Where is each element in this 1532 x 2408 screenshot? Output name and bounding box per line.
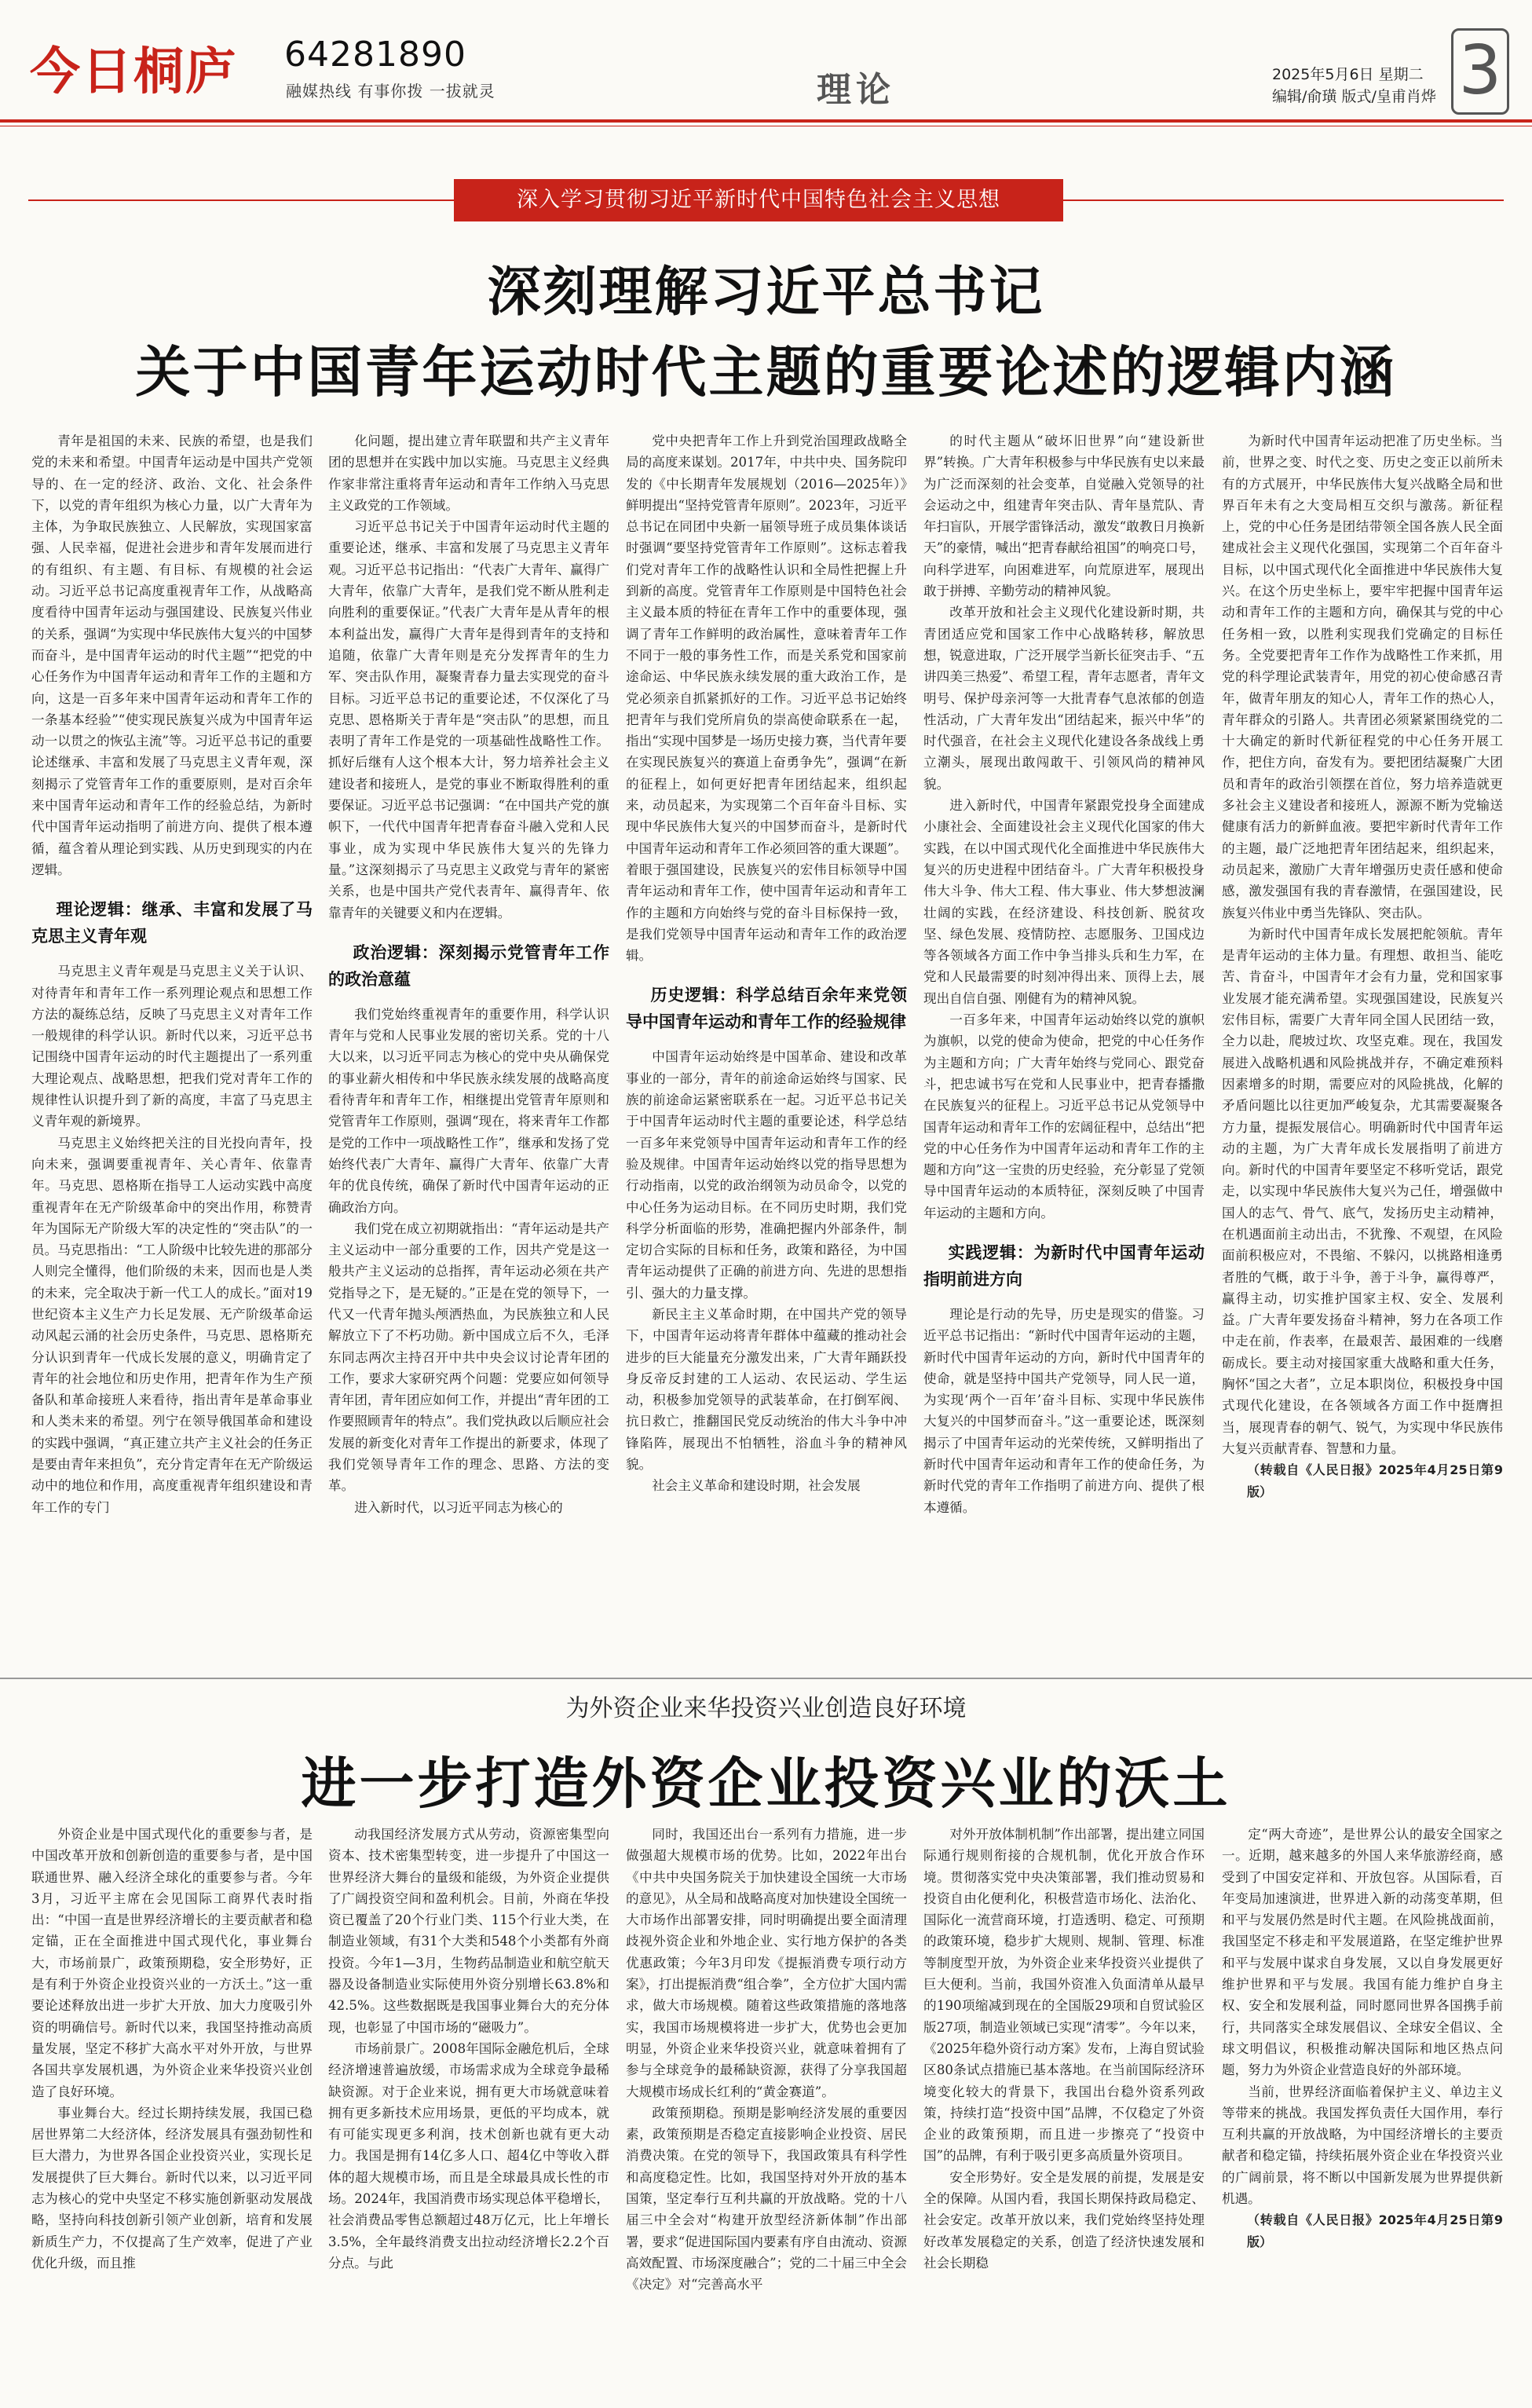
paragraph: 事业舞台大。经过长期持续发展，我国已稳居世界第二大经济体，经济发展具有强劲韧性和巨大潜力，为世界各国企业投资兴业，实现长足发展提供了巨大舞台。新时代以来，以习近平同志为核心的党中央坚定不移实施创新驱动发展战略，坚持向科技创新引领产业创新，培育和发展新质生产力，不仅提高了生产效率，促进了产业优化升级，而且推 (31, 2105, 313, 2271)
paragraph: 的时代主题从“破坏旧世界”向“建设新世界”转换。广大青年积极参与中华民族有史以来最为广泛而深刻的社会变革，自觉融入党领导的社会运动之中，组建青年突击队、青年垦荒队、青年扫盲队，开展学雷锋活动，激发“敢教日月换新天”的豪情，喊出“把青春献给祖国”的响亮口号，向科学进军，向困难进军，向荒原进军，展现出敢于拼搏、辛勤劳动的精神风貌。 (923, 434, 1205, 599)
paragraph: 市场前景广。2008年国际金融危机后，全球经济增速普遍放缓，市场需求成为全球竞争最稀缺资源。对于企业来说，拥有更大市场就意味着拥有更多新技术应用场景，更低的平均成本，就有可能实现更多利润，技术创新也就有更大动力。我国是拥有14亿多人口、超4亿中等收入群体的超大规模市场，而且是全球最具成长性的市场。2024年，我国消费市场实现总体平稳增长，社会消费品零售总额超过48万亿元，比上年增长3.5%，全年最终消费支出拉动经济增长2.2个百分点。与此 (328, 2040, 609, 2271)
paragraph: 定“两大奇迹”，是世界公认的最安全国家之一。近期，越来越多的外国人来华旅游经商，感受到了中国安定祥和、开放包容。从国际看，百年变局加速演进，世界进入新的动荡变革期，但和平与发展仍然是时代主题。在风险挑战面前，我国坚定不移走和平发展道路，在坚定维护世界和平与发展中谋求自身发展，又以自身发展更好维护世界和平与发展。我国有能力维护自身主权、安全和发展利益，同时愿同世界各国携手前行，共同落实全球发展倡议、全球安全倡议、全球文明倡议，积极推动解决国际和地区热点问题，努力为外资企业营造良好的外部环境。 (1222, 1827, 1503, 2078)
paragraph: 理论是行动的先导，历史是现实的借鉴。习近平总书记指出：“新时代中国青年运动的主题，新时代中国青年运动的方向，新时代中国青年的使命，就是坚持中国共产党领导，同人民一道，为实现‘两个一百年’奋斗目标、实现中华民族伟大复兴的中国梦而奋斗。”这一重要论述，既深刻揭示了中国青年运动的光荣传统，又鲜明指出了新时代中国青年运动和青年工作的使命任务，为新时代党的青年工作指明了前进方向、提供了根本遵循。 (923, 1306, 1205, 1515)
section-name: 理论 (817, 70, 895, 110)
paragraph: 马克思主义始终把关注的目光投向青年，投向未来，强调要重视青年、关心青年、依靠青年。马克思、恩格斯在指导工人运动实践中高度重视青年在无产阶级革命中的突出作用，称赞青年为国际无产阶级大军的决定性的“突击队”的一员。马克思指出：“工人阶级中比较先进的那部分人则完全懂得，他们阶级的未来，因而也是人类的未来，完全取决于新一代工人的成长。”面对19世纪资本主义生产力长足发展、无产阶级革命运动风起云涌的社会历史条件，马克思、恩格斯充分认识到青年一代成长发展的意义，明确肯定了青年的社会地位和历史作用，把青年作为生产预备队和革命接班人来看待，指出青年是革命事业和人类未来的希望。列宁在领导俄国革命和建设的实践中强调，“真正建立共产主义社会的任务正是要由青年来担负”，充分肯定青年在无产阶级运动中的地位和作用，高度重视青年组织建设和青年工作的专门 (31, 1135, 313, 1515)
paragraph: 政策预期稳。预期是影响经济发展的重要因素，政策预期是否稳定直接影响企业投资、居民消费决策。在党的领导下，我国政策具有科学性和高度稳定性。比如，我国坚持对外开放的基本国策，坚定奉行互利共赢的开放战略。党的十八届三中全会对“构建开放型经济新体制”作出部署，要求“促进国际国内要素有序自由流动、资源高效配置、市场深度融合”；党的二十届三中全会《决定》对“完善高水平 (626, 2105, 907, 2293)
article1-title-line1: 深刻理解习近平总书记 (487, 262, 1045, 324)
paragraph: 安全形势好。安全是发展的前提，发展是安全的保障。从国内看，我国长期保持政局稳定、社会安定。改革开放以来，我们党始终坚持处理好改革发展稳定的关系，创造了经济快速发展和社会长期稳 (923, 2169, 1205, 2271)
subheading: 实践逻辑：为新时代中国青年运动指明前进方向 (923, 1242, 1205, 1289)
paragraph: 党中央把青年工作上升到党治国理政战略全局的高度来谋划。2017年，中共中央、国务院印发的《中长期青年发展规划（2016—2025年）》鲜明提出“坚持党管青年原则”。2023年，习近平总书记在同团中央新一届领导班子成员集体谈话时强调“要坚持党管青年工作原则”。这标志着我们党对青年工作的战略性认识和全局性把握上升到新的高度。党管青年工作原则是中国特色社会主义最本质的特征在青年工作中的重要体现，强调了青年工作鲜明的政治属性，意味着青年工作不同于一般的事务性工作，而是关系党和国家前途命运、中华民族永续发展的重大政治工作，是党必须亲自抓紧抓好的工作。习近平总书记始终把青年与我们党所肩负的崇高使命联系在一起，指出“实现中国梦是一场历史接力赛，当代青年要在实现民族复兴的赛道上奋勇争先”，强调“在新的征程上，如何更好把青年团结起来，组织起来，动员起来，为实现第二个百年奋斗目标、实现中华民族伟大复兴的中国梦而奋斗，是新时代中国青年运动和青年工作必须回答的重大课题”。着眼于强国建设，民族复兴的宏伟目标领导中国青年运动和青年工作，使中国青年运动和青年工作的主题和方向始终与党的奋斗目标保持一致，是我们党领导中国青年运动和青年工作的政治逻辑。 (626, 434, 907, 964)
source-credit: （转载自《人民日报》2025年4月25日第9版） (1247, 2212, 1503, 2249)
paragraph: 进入新时代，以习近平同志为核心的 (354, 1499, 563, 1515)
hotline-number: 64281890 (284, 35, 466, 75)
paragraph: 我们党在成立初期就指出：“青年运动是共产主义运动中一部分重要的工作，因共产党是这一般共产主义运动的总指挥，青年运动必须在共产党指导之下，是无疑的。”正是在党的领导下，一代又一代青年抛头颅洒热血，为民族独立和人民解放立下了不朽功勋。新中国成立后不久，毛泽东同志两次主持召开中共中央会议讨论青年团的工作，要求大家研究两个问题：党要应如何领导青年团，青年团应如何工作，并提出“青年团的工作要照顾青年的特点”。我们党执政以后顺应社会发展的新变化对青年工作提出的新要求，体现了我们党领导青年工作的理念、思路、方法的变革。 (328, 1220, 609, 1494)
subheading: 理论逻辑：继承、丰富和发展了马克思主义青年观 (31, 900, 313, 946)
article2-column-1 (31, 1824, 313, 2389)
paragraph: 为新时代中国青年运动把准了历史坐标。当前，世界之变、时代之变、历史之变正以前所未有的方式展开，中华民族伟大复兴战略全局和世界百年未有之大变局相互交织与激荡。新征程上，党的中心任务是团结带领全国各族人民全面建成社会主义现代化强国，实现第二个百年奋斗目标，以中国式现代化全面推进中华民族伟大复兴。在这个历史坐标上，要牢牢把握中国青年运动和青年工作的主题和方向，确保其与党的中心任务相一致，以胜利实现我们党确定的目标任务。全党要把青年工作作为战略性工作来抓，用党的科学理论武装青年，用党的初心使命感召青年，做青年朋友的知心人，青年工作的热心人，青年群众的引路人。共青团必须紧紧围绕党的二十大确定的新时代新征程党的中心任务开展工作，把住方向，奋发有为。要把团结凝聚广大团员和青年的政治引领摆在首位，努力培养造就更多社会主义建设者和接班人，源源不断为党输送健康有活力的新鲜血液。要把牢新时代青年工作的主题，最广泛地把青年团结起来，组织起来，动员起来，激励广大青年增强历史责任感和使命感，激发强国有我的青春激情，在强国建设，民族复兴伟业中勇当先锋队、突击队。 (1222, 434, 1503, 920)
paragraph: 我们党始终重视青年的重要作用，科学认识青年与党和人民事业发展的密切关系。党的十八大以来，以习近平同志为核心的党中央从确保党的事业薪火相传和中华民族永续发展的战略高度看待青年和青年工作，相继提出党管青年原则和党管青年工作原则，强调“现在，将来青年工作都是党的工作中一项战略性工作”，继承和发扬了党始终代表广大青年、赢得广大青年、依靠广大青年的优良传统，确保了新时代中国青年运动的正确政治方向。 (328, 1006, 609, 1215)
paragraph: 新民主主义革命时期，在中国共产党的领导下，中国青年运动将青年群体中蕴藏的推动社会进步的巨大能量充分激发出来，广大青年踊跃投身反帝反封建的工人运动、农民运动、学生运动，积极参加党领导的武装革命，在打倒军阀、抗日救亡，推翻国民党反动统治的伟大斗争中冲锋陷阵，展现出不怕牺牲，浴血斗争的精神风貌。 (626, 1306, 907, 1473)
paragraph: 中国青年运动始终是中国革命、建设和改革事业的一部分，青年的前途命运始终与国家、民族的前途命运紧密联系在一起。习近平总书记关于中国青年运动时代主题的重要论述，科学总结一百多年来党领导中国青年运动和青年工作的经验及规律。中国青年运动始终以党的指导思想为行动指南，以党的政治纲领为动员命令，以党的中心任务为运动目标。在不同历史时期，我们党科学分析面临的形势，准确把握内外部条件，制定切合实际的目标和任务，政策和路径，为中国青年运动提供了正确的前进方向、先进的思想指引、强大的力量支撑。 (626, 1049, 907, 1301)
source-credit: （转载自《人民日报》2025年4月25日第9版） (1247, 1462, 1503, 1499)
editor-credits: 编辑/俞璜 版式/皇甫肖烨 (1272, 88, 1436, 105)
article2-column-2 (328, 1824, 609, 2389)
paragraph: 习近平总书记关于中国青年运动时代主题的重要论述，继承、丰富和发展了马克思主义青年观。习近平总书记指出：“代表广大青年、赢得广大青年，依靠广大青年，是我们党不断从胜利走向胜利的重要保证。”代表广大青年是从青年的根本利益出发，赢得广大青年是得到青年的支持和追随，依靠广大青年则是充分发挥青年的生力军、突击队作用，凝聚青春力量去实现党的奋斗目标。习近平总书记的重要论述，不仅深化了马克思、恩格斯关于青年是“突击队”的思想，而且表明了青年工作是党的一项基础性战略性工作。抓好后继有人这个根本大计，努力培养社会主义建设者和接班人，是党的事业不断取得胜利的重要保证。习近平总书记强调：“在中国共产党的旗帜下，一代代中国青年把青春奋斗融入党和人民事业，成为实现中华民族伟大复兴的先锋力量。”这深刻揭示了马克思主义政党与青年的紧密关系，也是中国共产党代表青年、赢得青年、依靠青年的关键要义和内在逻辑。 (328, 519, 609, 920)
article2-title: 进一步打造外资企业投资兴业的沃土 (301, 1751, 1231, 1816)
paragraph: 同时，我国还出台一系列有力措施，进一步做强超大规模市场的优势。比如，2022年出台《中共中央国务院关于加快建设全国统一大市场的意见》，从全局和战略高度对加快建设全国统一大市场作出部署安排，同时明确提出要全面清理歧视外资企业和外地企业、实行地方保护的各类优惠政策；今年3月印发《提振消费专项行动方案》，打出提振消费“组合拳”，全方位扩大国内需求，做大市场规模。随着这些政策措施的落地落实，我国市场规模将进一步扩大，优势也会更加明显，外资企业来华投资兴业，就意味着拥有了参与全球竞争的最稀缺资源，获得了分享我国超大规模市场成长红利的“黄金赛道”。 (626, 1827, 907, 2099)
subheading: 政治逻辑：深刻揭示党管青年工作的政治意蕴 (328, 942, 609, 989)
paragraph: 化问题，提出建立青年联盟和共产主义青年团的思想并在实践中加以实施。马克思主义经典作家非常注重将青年运动和青年工作纳入马克思主义政党的工作领域。 (328, 434, 609, 513)
article1-column-5 (1222, 430, 1503, 1656)
paragraph: 一百多年来，中国青年运动始终以党的旗帜为旗帜，以党的使命为使命，把党的中心任务作为主题和方向；广大青年始终与党同心、跟党奋斗，把忠诚书写在党和人民事业中，把青春播撒在民族复兴的征程上。习近平总书记从党领导中国青年运动和青年工作的宏阔征程中，总结出“把党的中心任务作为中国青年运动和青年工作的主题和方向”这一宝贵的历史经验，充分彰显了党领导中国青年运动的本质特征，深刻反映了中国青年运动的主题和方向。 (923, 1012, 1205, 1220)
paragraph: 青年是祖国的未来、民族的希望，也是我们党的未来和希望。中国青年运动是中国共产党领导的、在一定的经济、政治、文化、社会条件下，以党的青年组织为核心力量，以广大青年为主体，为争取民族独立、人民解放，实现国家富强、人民幸福，促进社会进步和青年发展而进行的有组织、有主题、有目标、有规模的社会运动。习近平总书记高度重视青年工作，从战略高度看待中国青年运动与强国建设、民族复兴伟业的关系，强调“为实现中华民族伟大复兴的中国梦而奋斗，是中国青年运动的时代主题”“把党的中心任务作为中国青年运动和青年工作的主题和方向，这是一百多年来中国青年运动和青年工作的一条基本经验”“使实现民族复兴成为中国青年运动一以贯之的恢弘主流”等。习近平总书记的重要论述继承、丰富和发展了马克思主义青年观，深刻揭示了党管青年工作的重要原则，是对百余年来中国青年运动和青年工作的经验总结，为新时代中国青年运动指明了前进方向、提供了根本遵循，蕴含着从理论到实践、从历史到现实的内在逻辑。 (31, 434, 313, 877)
banner-line-right (1063, 199, 1504, 201)
banner-line-left (28, 199, 454, 201)
article2-subtitle: 为外资企业来华投资兴业创造良好环境 (565, 1695, 967, 1722)
article2-column-5 (1222, 1824, 1503, 2389)
paragraph: 为新时代中国青年成长发展把舵领航。青年是青年运动的主体力量。有理想、敢担当、能吃苦、肯奋斗，中国青年才会有力量，党和国家事业发展才能充满希望。实现强国建设，民族复兴宏伟目标，需要广大青年同全国人民团结一致，全力以赴，爬坡过坎、攻坚克难。现在，我国发展进入战略机遇和风险挑战并存，不确定难预料因素增多的时期，需要应对的风险挑战，化解的矛盾问题比以往更加严峻复杂，尤其需要凝聚各方力量，提振发展信心。明确新时代中国青年运动的主题，为广大青年成长发展指明了前进方向。新时代的中国青年要坚定不移听党话，跟党走，以实现中华民族伟大复兴为己任，增强做中国人的志气、骨气、底气，发扬历史主动精神，在机遇面前主动出击，不犹豫、不观望，在风险面前积极应对，不畏缩、不躲闪，以挑路相逢勇者胜的气概，敢于斗争，善于斗争，赢得尊严，赢得主动，切实推护国家主权、安全、发展利益。广大青年要发扬奋斗精神，努力在各项工作中走在前，作表率，在最艰苦、最困难的一线磨砺成长。要主动对接国家重大战略和重大任务，胸怀“国之大者”，立足本职岗位，积极投身中国式现代化建设，在各领域各方面工作中挺膺担当，展现青春的朝气、锐气，为实现中华民族伟大复兴贡献青春、智慧和力量。 (1222, 926, 1503, 1456)
article1-column-4 (923, 430, 1205, 1656)
article1-column-1 (31, 430, 313, 1656)
article2-column-3 (626, 1824, 907, 2389)
paragraph: 动我国经济发展方式从劳动，资源密集型向资本、技术密集型转变，进一步提升了中国这一世界经济大舞台的量级和能级，为外资企业提供了广阔投资空间和盈利机会。目前，外商在华投资已覆盖了20个行业门类、115个行业大类，在制造业领域，有31个大类和548个小类都有外商投资。今年1—3月，生物药品制造业和航空航天器及设备制造业实际使用外资分别增长63.8%和42.5%。这些数据既是我国事业舞台大的充分体现，也彰显了中国市场的“磁吸力”。 (328, 1827, 609, 2035)
paragraph: 对外开放体制机制”作出部署，提出建立同国际通行规则衔接的合规机制，优化开放合作环境。贯彻落实党中央决策部署，我们推动贸易和投资自由化便利化，积极营造市场化、法治化、国际化一流营商环境，打造透明、稳定、可预期的政策环境，稳步扩大规则、规制、管理、标准等制度型开放，为外资企业来华投资兴业提供了巨大便利。当前，我国外资准入负面清单从最早的190项缩减到现在的全国版29项和自贸试验区版27项，制造业领域已实现“清零”。今年以来，《2025年稳外资行动方案》发布，上海自贸试验区80条试点措施已基本落地。在当前国际经济环境变化较大的背景下，我国出台稳外资系列政策，持续打造“投资中国”品牌，不仅稳定了外资企业的政策预期，而且进一步擦亮了“投资中国”的品牌，有利于吸引更多高质量外资项目。 (923, 1827, 1205, 2164)
paragraph: 社会主义革命和建设时期，社会发展 (652, 1478, 861, 1494)
newspaper-logo: 今日桐庐 (30, 42, 237, 101)
paragraph: 马克思主义青年观是马克思主义关于认识、对待青年和青年工作一系列理论观点和思想工作方法的凝练总结，反映了马克思主义对青年工作一般规律的科学认识。新时代以来，习近平总书记围绕中国青年运动的时代主题提出了一系列重大理论观点、战略思想，把我们党对青年工作的规律性认识提升到了新的高度，丰富了马克思主义青年观的新境界。 (31, 964, 313, 1129)
article2-column-4 (923, 1824, 1205, 2389)
paragraph: 进入新时代，中国青年紧跟党投身全面建成小康社会、全面建设社会主义现代化国家的伟大实践，在以中国式现代化全面推进中华民族伟大复兴的历史进程中团结奋斗。广大青年积极投身伟大斗争、伟大工程、伟大事业、伟大梦想波澜壮阔的实践，在经济建设、科技创新、脱贫攻坚、绿色发展、疫情防控、志愿服务、卫国戍边等各领域各方面工作中争当排头兵和生力军，在党和人民最需要的时刻冲得出来、顶得上去，展现出自信自强、刚健有为的精神风貌。 (923, 798, 1205, 1006)
article1-column-3 (626, 430, 907, 1656)
paragraph: 当前，世界经济面临着保护主义、单边主义等带来的挑战。我国发挥负责任大国作用，奉行互利共赢的开放战略，为中国经济增长的主要贡献者和稳定锚，持续拓展外资企业在华投资兴业的广阔前景，将不断以中国新发展为世界提供新机遇。 (1222, 2084, 1503, 2207)
paragraph: 外资企业是中国式现代化的重要参与者，是中国改革开放和创新创造的重要参与者，是中国联通世界、融入经济全球化的重要参与者。今年3月，习近平主席在会见国际工商界代表时指出：“中国一直是世界经济增长的主要贡献者和稳定锚，正在全面推进中国式现代化，事业舞台大，市场前景广，政策预期稳，安全形势好，正是有利于外资企业投资兴业的一方沃土。”这一重要论述释放出进一步扩大开放、加大力度吸引外资的明确信号。新时代以来，我国坚持推动高质量发展，坚定不移扩大高水平对外开放，与世界各国共享发展机遇，为外资企业来华投资兴业创造了良好环境。 (31, 1827, 313, 2099)
hotline-slogan: 融媒热线 有事你拨 一拔就灵 (286, 82, 495, 101)
article-divider (0, 1678, 1532, 1679)
masthead-rule (0, 119, 1532, 123)
article1-title-line2: 关于中国青年运动时代主题的重要论述的逻辑内涵 (135, 340, 1397, 404)
subheading: 历史逻辑：科学总结百余年来党领导中国青年运动和青年工作的经验规律 (626, 986, 907, 1032)
paragraph: 改革开放和社会主义现代化建设新时期，共青团适应党和国家工作中心战略转移，解放思想，锐意进取，广泛开展学当新长征突击手、“五讲四美三热爱”、希望工程，青年志愿者，青年文明号、保护母亲河等一大批青春气息浓郁的创造性活动，广大青年发出“团结起来，振兴中华”的时代强音，在社会主义现代化建设各条战线上勇立潮头，展现出敢闯敢干、引领风尚的精神风貌。 (923, 605, 1205, 792)
page-number: 3 (1451, 28, 1509, 115)
article1-column-2 (328, 430, 609, 1656)
issue-date: 2025年5月6日 星期二 (1272, 66, 1424, 83)
topic-banner: 深入学习贯彻习近平新时代中国特色社会主义思想 (454, 179, 1063, 221)
